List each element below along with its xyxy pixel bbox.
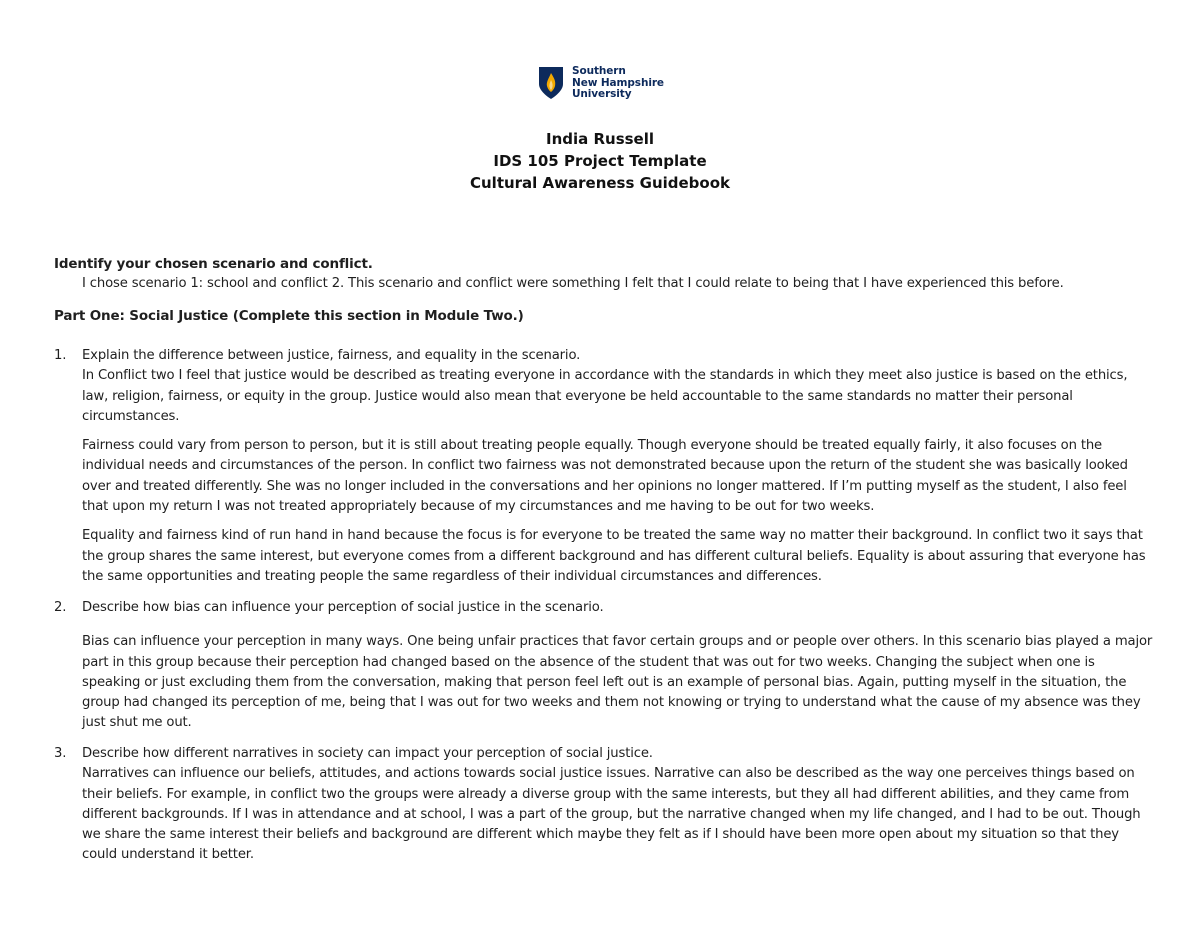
- answer-paragraph: Narratives can influence our beliefs, attitudes, and actions towards social justice issues. Narrative can also be described as the way one perceives things based on their beliefs. For example, in conflict two the groups were already a diverse group with the same interests, but they all had different abilities, and they came from different backgrounds. If I was in attendance and at school, I was a part of the group, but the narrative changed when my life changed, and I had to be out. Though we share the same interest their beliefs and background are different which maybe they felt as if I should have been more open about my situation so that they could understand it better.: [82, 766, 1141, 863]
- logo-line-2: New Hampshire: [572, 76, 664, 89]
- item-number: 3.: [54, 746, 67, 761]
- course-title: IDS 105 Project Template: [493, 152, 707, 170]
- snhu-logo: [538, 66, 664, 101]
- shield-flame-icon: [538, 66, 564, 100]
- item-number: 1.: [54, 348, 67, 363]
- part-one-heading: Part One: Social Justice (Complete this section in Module Two.): [54, 308, 524, 324]
- question-item-1: [54, 346, 1154, 587]
- answer-paragraph: Equality and fairness kind of run hand in hand because the focus is for everyone to be treated the same way no matter their background. In conflict two it says that the group shares the same interest, but everyone comes from a different background and has different cultural beliefs. Equality is about assuring that everyone has the same opportunities and treating people the same regardless of their individual circumstances and differences.: [82, 528, 1146, 584]
- scenario-heading: Identify your chosen scenario and conflict.: [54, 256, 373, 272]
- answer-paragraph: Fairness could vary from person to person, but it is still about treating people equally. Though everyone should be treated equally fairly, it also focuses on the individual needs and circumstances of the person. In conflict two fairness was not demonstrated because upon the return of the student she was basically looked over and treated differently. She was no longer included in the conversations and her opinions no longer mattered. If I’m putting myself as the student, I also feel that upon my return I was not treated appropriately because of my circumstances and me having to be out for two weeks.: [82, 438, 1128, 515]
- document-title: Cultural Awareness Guidebook: [469, 174, 731, 192]
- logo-wordmark: [572, 66, 664, 101]
- question-item-3: [54, 744, 1154, 866]
- logo-line-1: Southern: [572, 65, 626, 77]
- answer-paragraph: In Conflict two I feel that justice would be described as treating everyone in accordance with the standards in which they meet also justice is based on the ethics, law, religion, fairness, or equity in the group. Justice would also mean that everyone be held accountable to the same standards no matter their personal circumstances.: [82, 368, 1128, 424]
- part-one-heading-block: [54, 306, 1154, 326]
- document-header: [0, 128, 1200, 194]
- question-text: Explain the difference between justice, fairness, and equality in the scenario.: [82, 348, 581, 363]
- question-text: Describe how different narratives in society can impact your perception of social justice.: [82, 746, 653, 761]
- scenario-text: I chose scenario 1: school and conflict 2. This scenario and conflict were something I felt that I could relate to being that I have experienced this before.: [82, 276, 1064, 292]
- question-text: Describe how bias can influence your perception of social justice in the scenario.: [82, 600, 604, 615]
- logo-line-3: University: [572, 88, 632, 100]
- answer-paragraph: Bias can influence your perception in many ways. One being unfair practices that favor certain groups and or people over others. In this scenario bias played a major part in this group because their perception had changed based on the absence of the student that was out for two weeks. Changing the subject when one is speaking or just excluding them from the conversation, making that person feel left out is an example of personal bias. Again, putting myself in the situation, the group had changed its perception of me, being that I was out for two weeks and them not knowing or trying to understand what the cause of my absence was they just shut me out.: [82, 634, 1153, 731]
- question-item-2: [54, 598, 1154, 734]
- author-name: India Russell: [545, 130, 655, 148]
- scenario-section: [54, 254, 1154, 295]
- item-number: 2.: [54, 600, 67, 615]
